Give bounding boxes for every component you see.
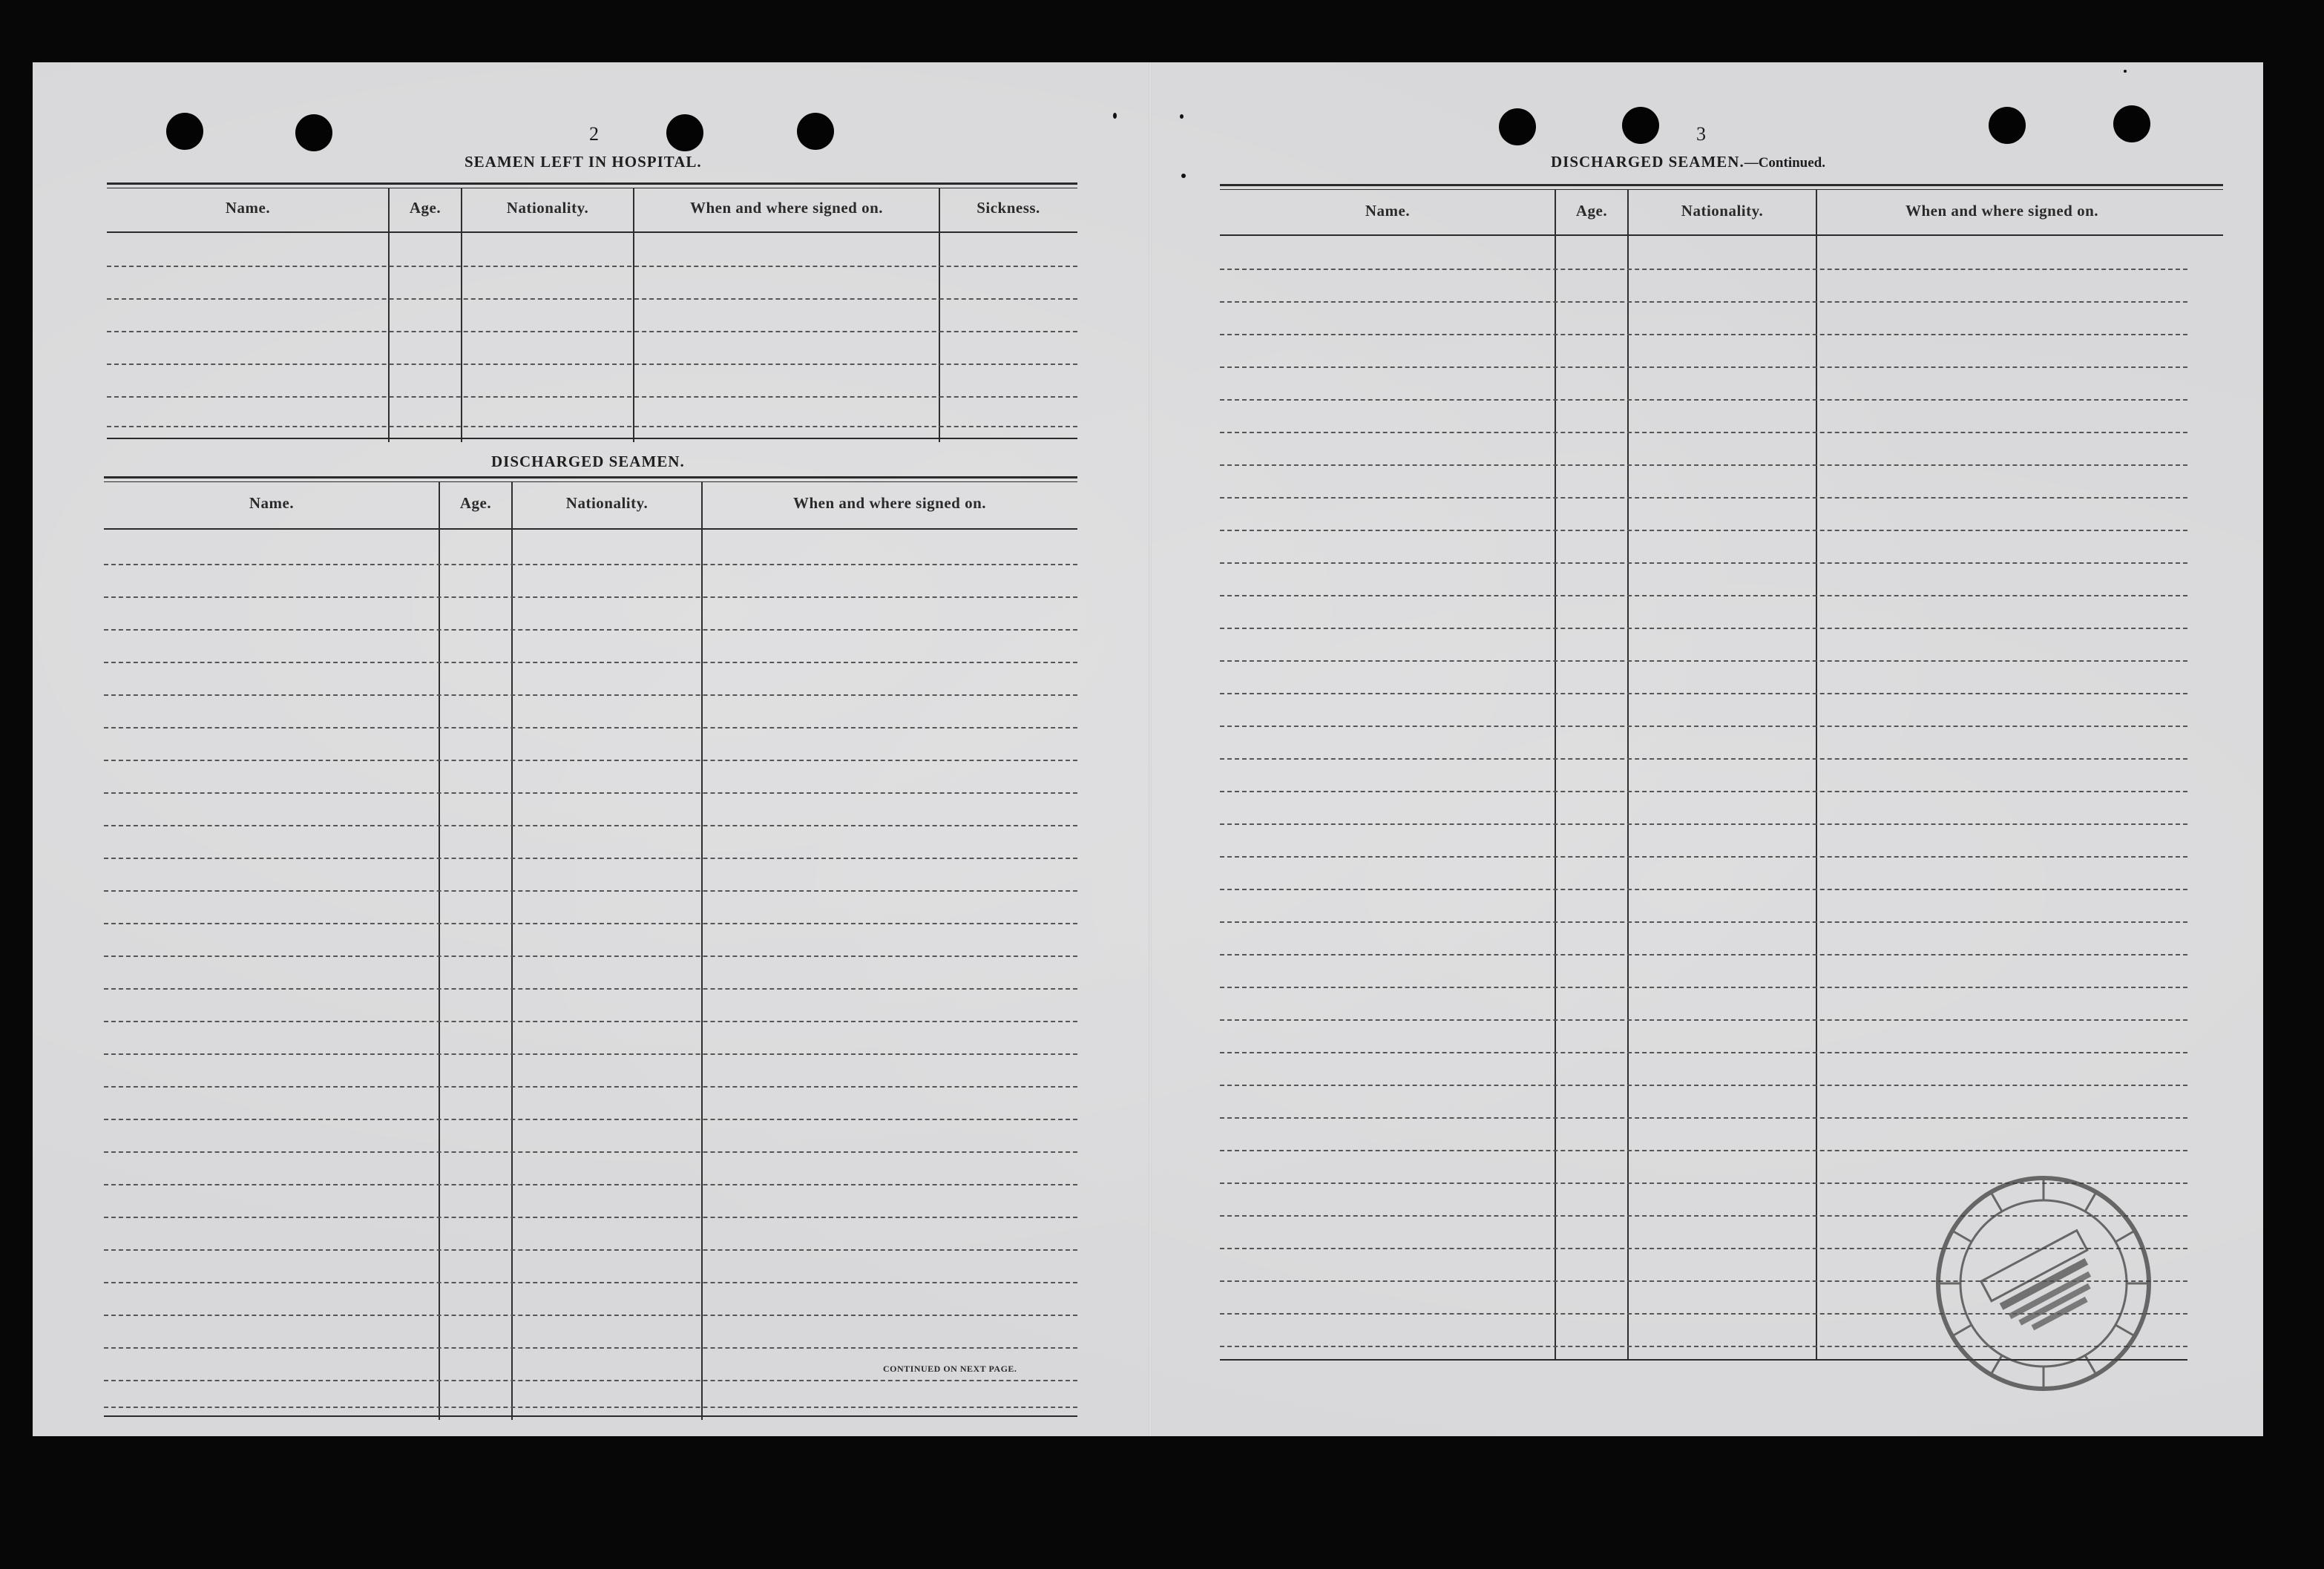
entry-line — [104, 596, 1077, 598]
entry-line — [1220, 432, 2187, 433]
entry-line — [104, 564, 1077, 565]
entry-line — [1220, 693, 2187, 694]
entry-line — [1220, 758, 2187, 760]
entry-line — [1220, 856, 2187, 858]
col-header-age: Age. — [1575, 202, 1608, 220]
entry-line — [104, 1086, 1077, 1088]
entry-line — [104, 1053, 1077, 1055]
punch-hole — [797, 113, 834, 150]
page-number-left: 2 — [589, 123, 600, 145]
entry-line — [1220, 954, 2187, 955]
discharged-continued-title — [1551, 153, 1825, 171]
column-divider — [461, 188, 462, 442]
entry-line — [104, 760, 1077, 761]
col-header-nationality: Nationality. — [1681, 202, 1764, 220]
continued-note: CONTINUED ON NEXT PAGE. — [883, 1364, 1017, 1374]
entry-line — [104, 1315, 1077, 1316]
column-divider — [633, 188, 634, 442]
entry-line — [104, 1347, 1077, 1349]
entry-line — [1220, 987, 2187, 988]
entry-line — [104, 1282, 1077, 1283]
hospital-table — [107, 182, 1077, 442]
col-header-name: Name. — [1365, 202, 1411, 220]
page-fold — [1149, 62, 1152, 1436]
entry-line — [1220, 399, 2187, 401]
discharged-table-left — [104, 476, 1077, 1420]
scan-speck — [2124, 70, 2127, 73]
entry-line — [1220, 530, 2187, 531]
entry-line — [1220, 497, 2187, 499]
entry-line — [1220, 595, 2187, 596]
scan-speck — [1181, 174, 1186, 178]
entry-line — [104, 1217, 1077, 1218]
entry-line — [104, 1380, 1077, 1381]
punch-hole — [1499, 108, 1536, 145]
received-stamp — [1921, 1172, 2166, 1395]
entry-line — [104, 955, 1077, 957]
table-header-row — [107, 188, 1077, 233]
entry-line — [1220, 726, 2187, 727]
punch-hole — [166, 113, 203, 150]
column-divider — [1627, 190, 1629, 1361]
entry-line — [107, 266, 1077, 267]
entry-line — [104, 1151, 1077, 1153]
table-top-rule — [104, 476, 1077, 482]
section-title-main: DISCHARGED SEAMEN. — [1551, 153, 1744, 171]
entry-line — [104, 1021, 1077, 1022]
col-header-nationality: Nationality. — [565, 494, 649, 512]
entry-line — [1220, 366, 2187, 368]
entry-line — [1220, 562, 2187, 564]
col-header-signed-on: When and where signed on. — [792, 494, 987, 512]
col-header-name: Name. — [249, 494, 295, 512]
entry-line — [104, 988, 1077, 990]
entry-line — [104, 1119, 1077, 1120]
table-bottom-rule — [104, 1415, 1077, 1417]
punch-hole — [2113, 105, 2150, 142]
form-sheet — [33, 62, 2263, 1436]
entry-line — [107, 364, 1077, 365]
entry-line — [107, 298, 1077, 300]
column-divider — [388, 188, 390, 442]
entry-line — [1220, 269, 2187, 270]
entry-line — [1220, 791, 2187, 792]
entry-line — [1220, 660, 2187, 662]
column-divider — [701, 482, 703, 1420]
page-number-right: 3 — [1696, 123, 1707, 145]
entry-line — [1220, 823, 2187, 825]
entry-line — [1220, 464, 2187, 466]
section-title-suffix: —Continued. — [1744, 155, 1825, 171]
col-header-nationality: Nationality. — [506, 199, 589, 217]
entry-line — [1220, 334, 2187, 335]
punch-hole — [1989, 107, 2026, 144]
punch-hole — [1622, 107, 1659, 144]
entry-line — [107, 396, 1077, 398]
scan-speck — [1180, 114, 1184, 119]
entry-line — [104, 890, 1077, 892]
entry-line — [1220, 1052, 2187, 1053]
entry-line — [104, 1407, 1077, 1408]
entry-line — [107, 426, 1077, 427]
table-bottom-rule — [107, 438, 1077, 439]
column-divider — [939, 188, 940, 442]
col-header-sickness: Sickness. — [976, 199, 1040, 217]
col-header-name: Name. — [225, 199, 271, 217]
hospital-section-title: SEAMEN LEFT IN HOSPITAL. — [465, 153, 702, 171]
column-divider — [1555, 190, 1556, 1361]
table-top-rule — [107, 182, 1077, 188]
entry-line — [104, 792, 1077, 794]
table-top-rule — [1220, 184, 2223, 190]
column-divider — [511, 482, 513, 1420]
entry-line — [1220, 301, 2187, 303]
entry-line — [107, 331, 1077, 332]
entry-line — [1220, 921, 2187, 923]
entry-line — [104, 1249, 1077, 1251]
column-divider — [439, 482, 440, 1420]
entry-line — [1220, 1085, 2187, 1086]
entry-line — [1220, 1019, 2187, 1021]
col-header-age: Age. — [409, 199, 442, 217]
punch-hole — [666, 114, 703, 151]
col-header-age: Age. — [459, 494, 492, 512]
col-header-signed-on: When and where signed on. — [1905, 202, 2099, 220]
entry-line — [104, 858, 1077, 859]
entry-line — [1220, 1150, 2187, 1151]
entry-line — [1220, 628, 2187, 629]
entry-line — [104, 629, 1077, 631]
entry-line — [104, 727, 1077, 728]
entry-line — [104, 923, 1077, 924]
scan-speck — [1113, 113, 1117, 119]
discharged-section-title: DISCHARGED SEAMEN. — [491, 453, 685, 470]
punch-hole — [295, 114, 332, 151]
column-divider — [1816, 190, 1817, 1361]
entry-line — [104, 694, 1077, 696]
entry-line — [104, 1184, 1077, 1185]
table-header-row — [104, 482, 1077, 530]
entry-line — [1220, 889, 2187, 890]
table-header-row — [1220, 190, 2223, 236]
col-header-signed-on: When and where signed on. — [689, 199, 884, 217]
entry-line — [1220, 1117, 2187, 1119]
entry-line — [104, 825, 1077, 826]
entry-line — [104, 662, 1077, 663]
